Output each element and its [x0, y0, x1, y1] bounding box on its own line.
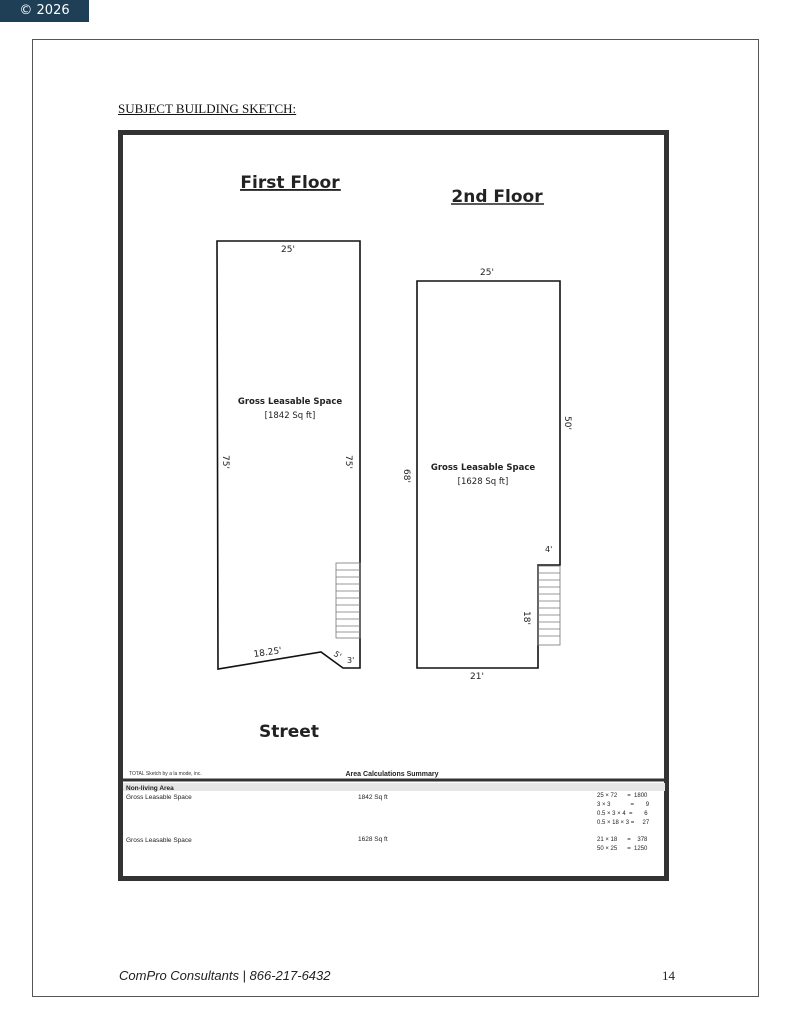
- second-floor-title: 2nd Floor: [451, 187, 543, 207]
- sf-dim-top: 25': [480, 268, 494, 278]
- sf-dim-right: 50': [562, 416, 572, 430]
- summary-row-1-name: Gross Leasable Space: [126, 794, 192, 801]
- summary-row-2-calc-1: 21 × 18 = 378: [597, 837, 648, 843]
- software-note: TOTAL Sketch by a la mode, inc.: [129, 771, 202, 777]
- summary-row-1-calc-4: 0.5 × 18 × 3 = 27: [597, 820, 650, 826]
- ff-dim-bottom-left: 18.25': [253, 646, 283, 660]
- summary-row-1-area: 1842 Sq ft: [358, 794, 388, 801]
- first-floor-stairs: [336, 563, 360, 638]
- page-number: 14: [662, 968, 675, 983]
- second-floor-outline: [417, 281, 560, 668]
- street-label: Street: [259, 722, 319, 742]
- first-floor-title: First Floor: [240, 173, 340, 193]
- sf-area-value: [1628 Sq ft]: [457, 477, 509, 487]
- section-heading: SUBJECT BUILDING SKETCH:: [118, 101, 297, 116]
- sf-dim-bottom: 21': [470, 672, 484, 682]
- summary-section-bar: [123, 783, 665, 791]
- ff-dim-bottom-diag: 5': [331, 649, 343, 661]
- sf-dim-notch-top: 4': [545, 545, 553, 554]
- ff-dim-right: 75': [343, 455, 353, 469]
- footer-company: ComPro Consultants | 866-217-6432: [119, 968, 331, 983]
- summary-row-1-calc-2: 3 × 3 = 9: [597, 802, 650, 808]
- sf-dim-left: 68': [401, 469, 411, 483]
- summary-row-2-calc-2: 50 × 25 = 1250: [597, 846, 648, 852]
- summary-row-1-calc-3: 0.5 × 3 × 4 = 6: [597, 811, 648, 817]
- second-floor-stairs: [538, 566, 560, 645]
- summary-row-2-name: Gross Leasable Space: [126, 837, 192, 844]
- summary-title: Area Calculations Summary: [345, 771, 439, 778]
- copyright-badge: © 2026 CCAR: [0, 0, 89, 22]
- ff-dim-bottom-right: 3': [347, 656, 355, 665]
- summary-section: Non-living Area: [126, 785, 174, 792]
- ff-dim-left: 75': [220, 455, 230, 469]
- ff-area-label: Gross Leasable Space: [237, 397, 343, 407]
- ff-dim-top: 25': [281, 245, 295, 255]
- sf-dim-notch-side: 18': [521, 611, 531, 625]
- summary-row-1-calc-1: 25 × 72 = 1800: [597, 793, 648, 799]
- summary-row-2-area: 1628 Sq ft: [358, 836, 388, 843]
- sf-area-label: Gross Leasable Space: [430, 463, 536, 473]
- ff-area-value: [1842 Sq ft]: [264, 411, 316, 421]
